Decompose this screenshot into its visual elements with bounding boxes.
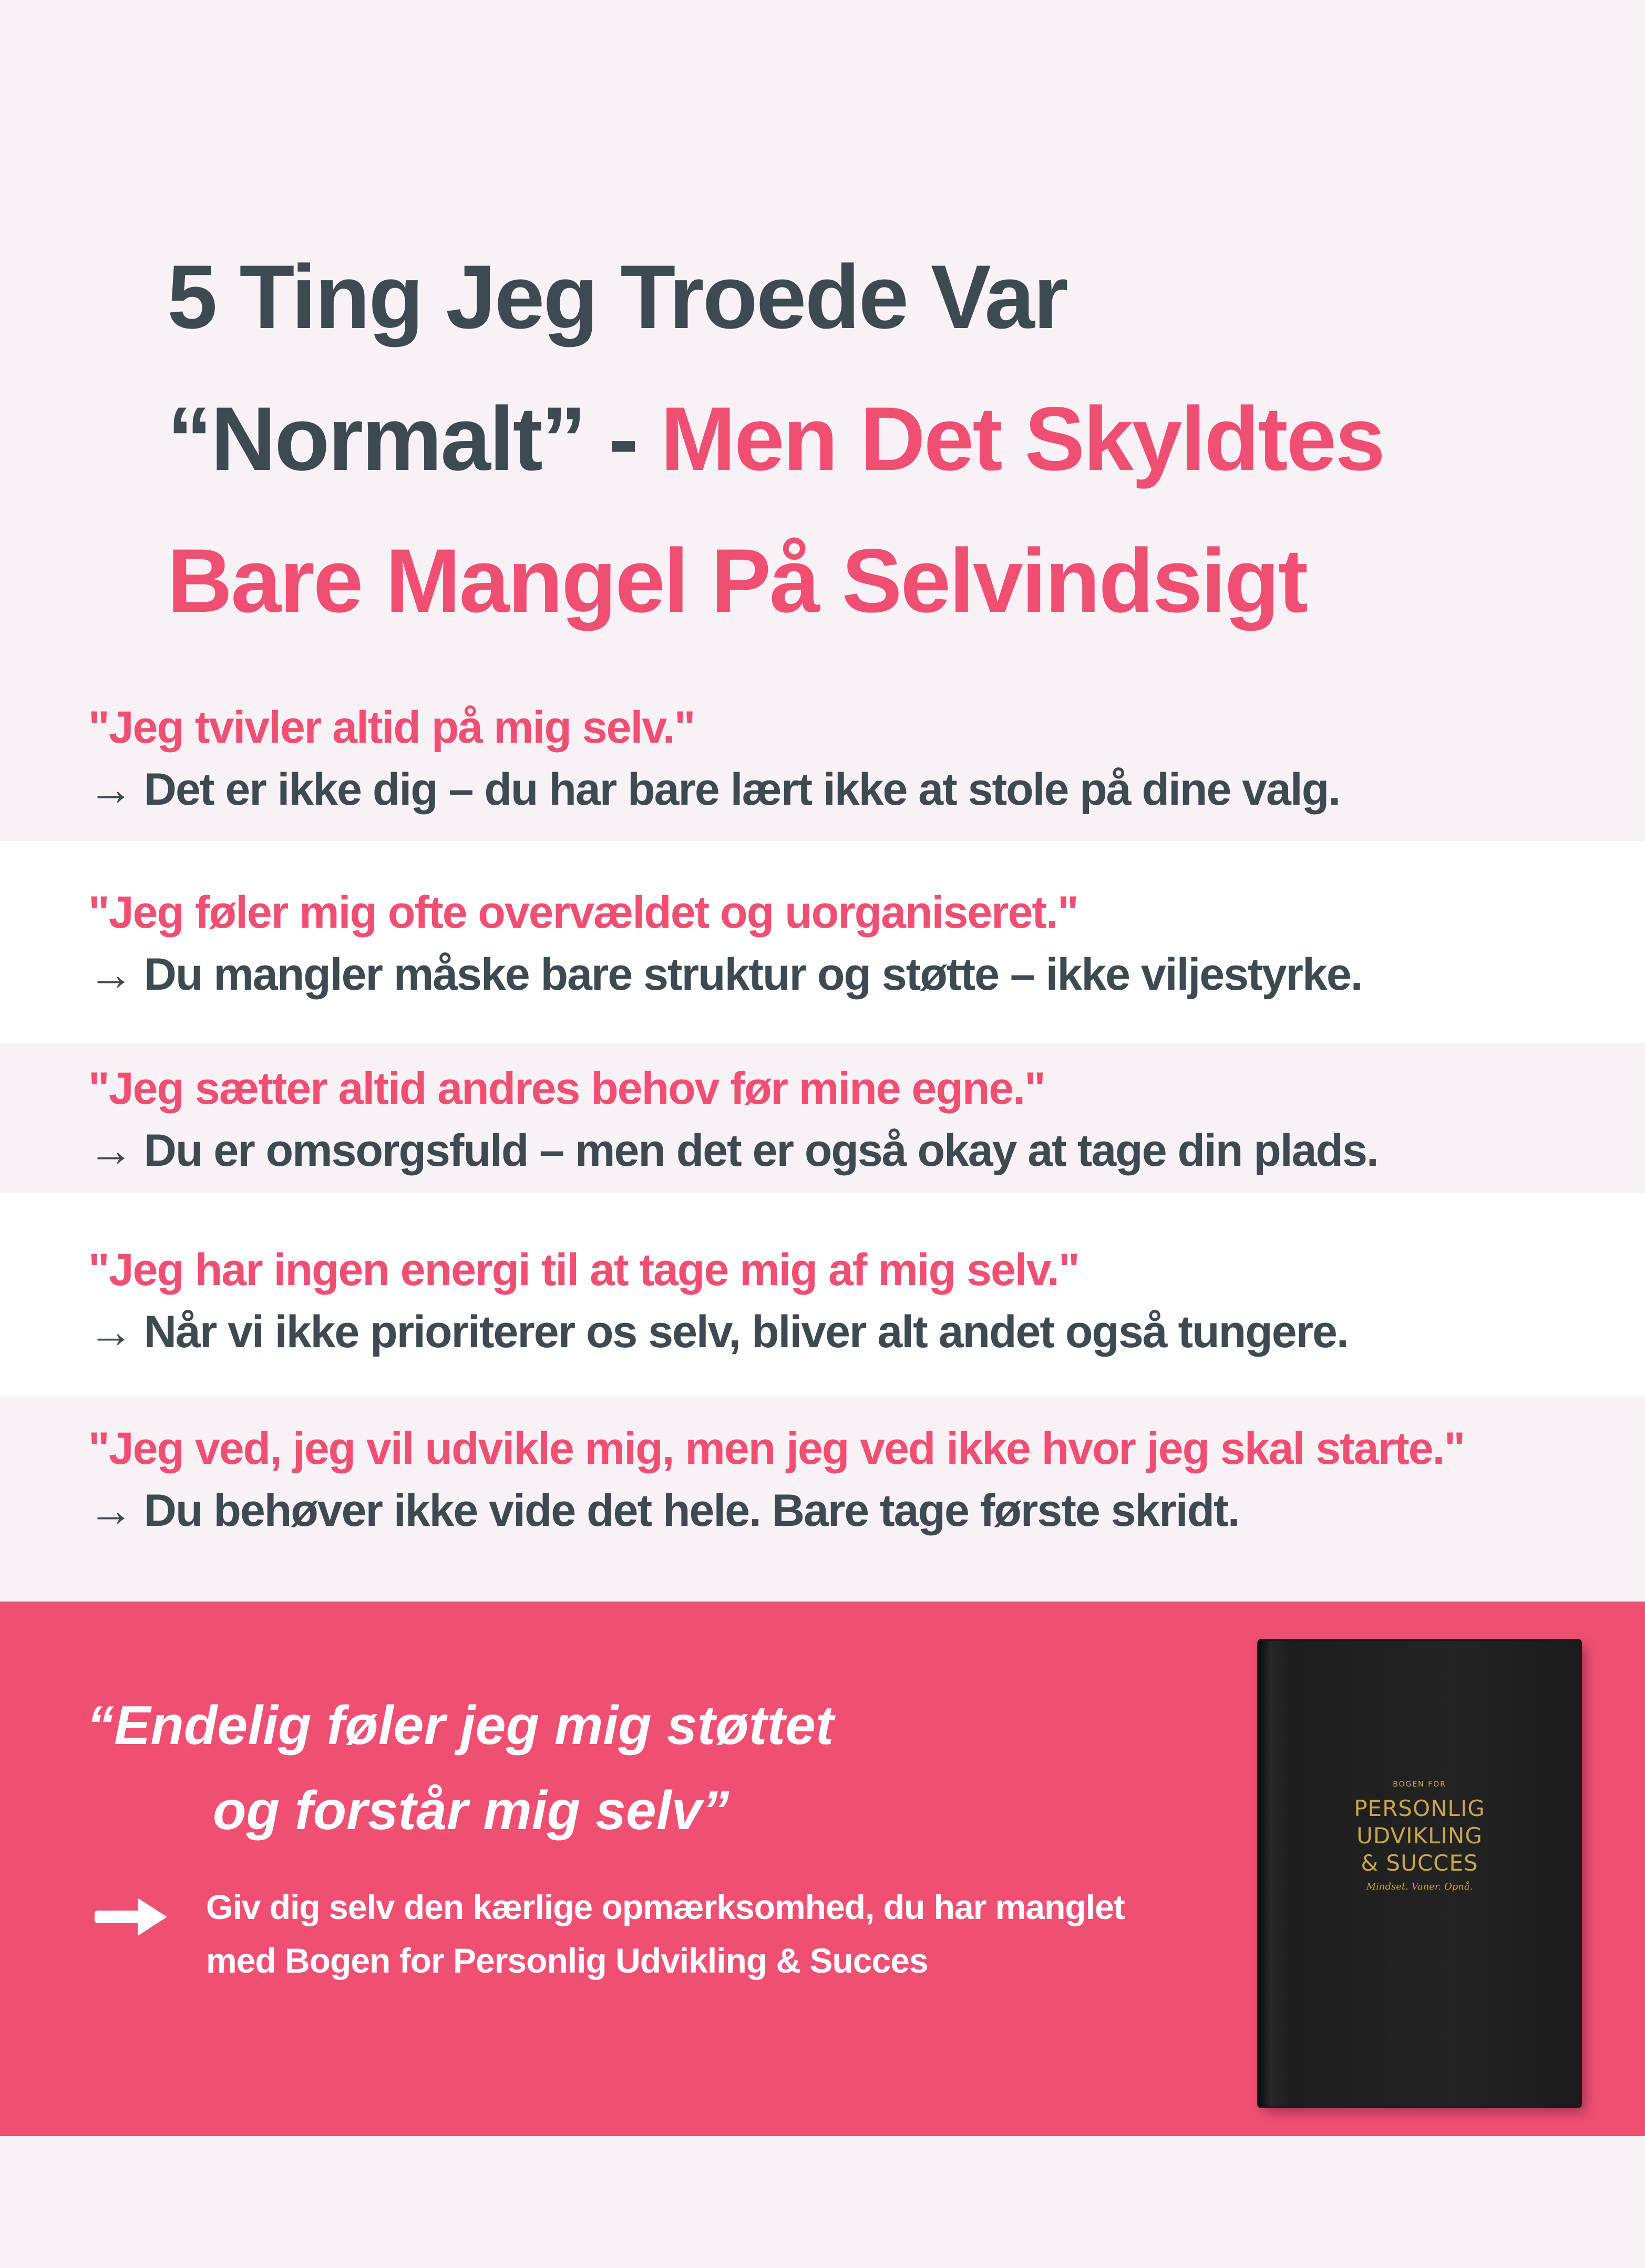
item-quote: "Jeg har ingen energi til at tage mig af mig selv." [88,1245,1079,1295]
item-answer: → Du er omsorgsfuld – men det er også okay at tage din plads. [88,1125,1378,1176]
headline [167,226,1560,652]
book-title-line-1: PERSONLIG [1354,1795,1485,1821]
item-answer: → Det er ikke dig – du har bare lært ikke at stole på dine valg. [88,764,1340,815]
book-title [1259,1795,1580,1877]
headline-line-2-dark: “Normalt” - [167,388,661,489]
book-cover-text [1259,1780,1580,1892]
testimonial-quote [87,1683,1085,1853]
headline-line-1: 5 Ting Jeg Troede Var [167,247,1067,347]
item-answer: → Når vi ikke prioriterer os selv, bliver alt andet også tungere. [88,1307,1348,1357]
book-cover-image [1259,1641,1580,2106]
list-item-3 [88,1058,1612,1182]
right-arrow-icon [95,1896,168,1938]
book-title-line-3: & SUCCES [1361,1850,1478,1876]
book-script-text: Mindset. Vaner. Opnå. [1366,1881,1473,1892]
item-answer: → Du behøver ikke vide det hele. Bare tage første skridt. [88,1485,1239,1536]
cta-line-2: med Bogen for Personlig Udvikling & Succes [206,1941,928,1980]
item-quote: "Jeg føler mig ofte overvældet og uorganiseret." [88,887,1078,938]
testimonial-line-1: “Endelig føler jeg mig støttet [87,1695,834,1756]
book-title-line-2: UDVIKLING [1356,1823,1483,1849]
list-item-5 [88,1418,1612,1542]
list-item-4 [88,1239,1612,1363]
cta-text [206,1880,1231,1987]
cta-line-1: Giv dig selv den kærlige opmærksomhed, du har manglet [206,1887,1125,1926]
item-answer: → Du mangler måske bare struktur og støtte – ikke viljestyrke. [88,949,1362,1000]
item-quote: "Jeg tvivler altid på mig selv." [88,702,695,753]
item-quote: "Jeg sætter altid andres behov før mine egne." [88,1063,1045,1114]
promo-banner [0,1602,1645,2136]
headline-line-3-accent: Bare Mangel På Selvindsigt [167,530,1307,631]
item-quote: "Jeg ved, jeg vil udvikle mig, men jeg ved ikke hvor jeg skal starte." [88,1423,1465,1474]
testimonial-line-2: og forstår mig selv” [213,1780,729,1841]
book-small-text: BOGEN FOR [1393,1780,1446,1789]
list-item-2 [88,881,1612,1005]
list-item-1 [88,696,1612,820]
headline-line-2-accent: Men Det Skyldtes [660,388,1384,489]
